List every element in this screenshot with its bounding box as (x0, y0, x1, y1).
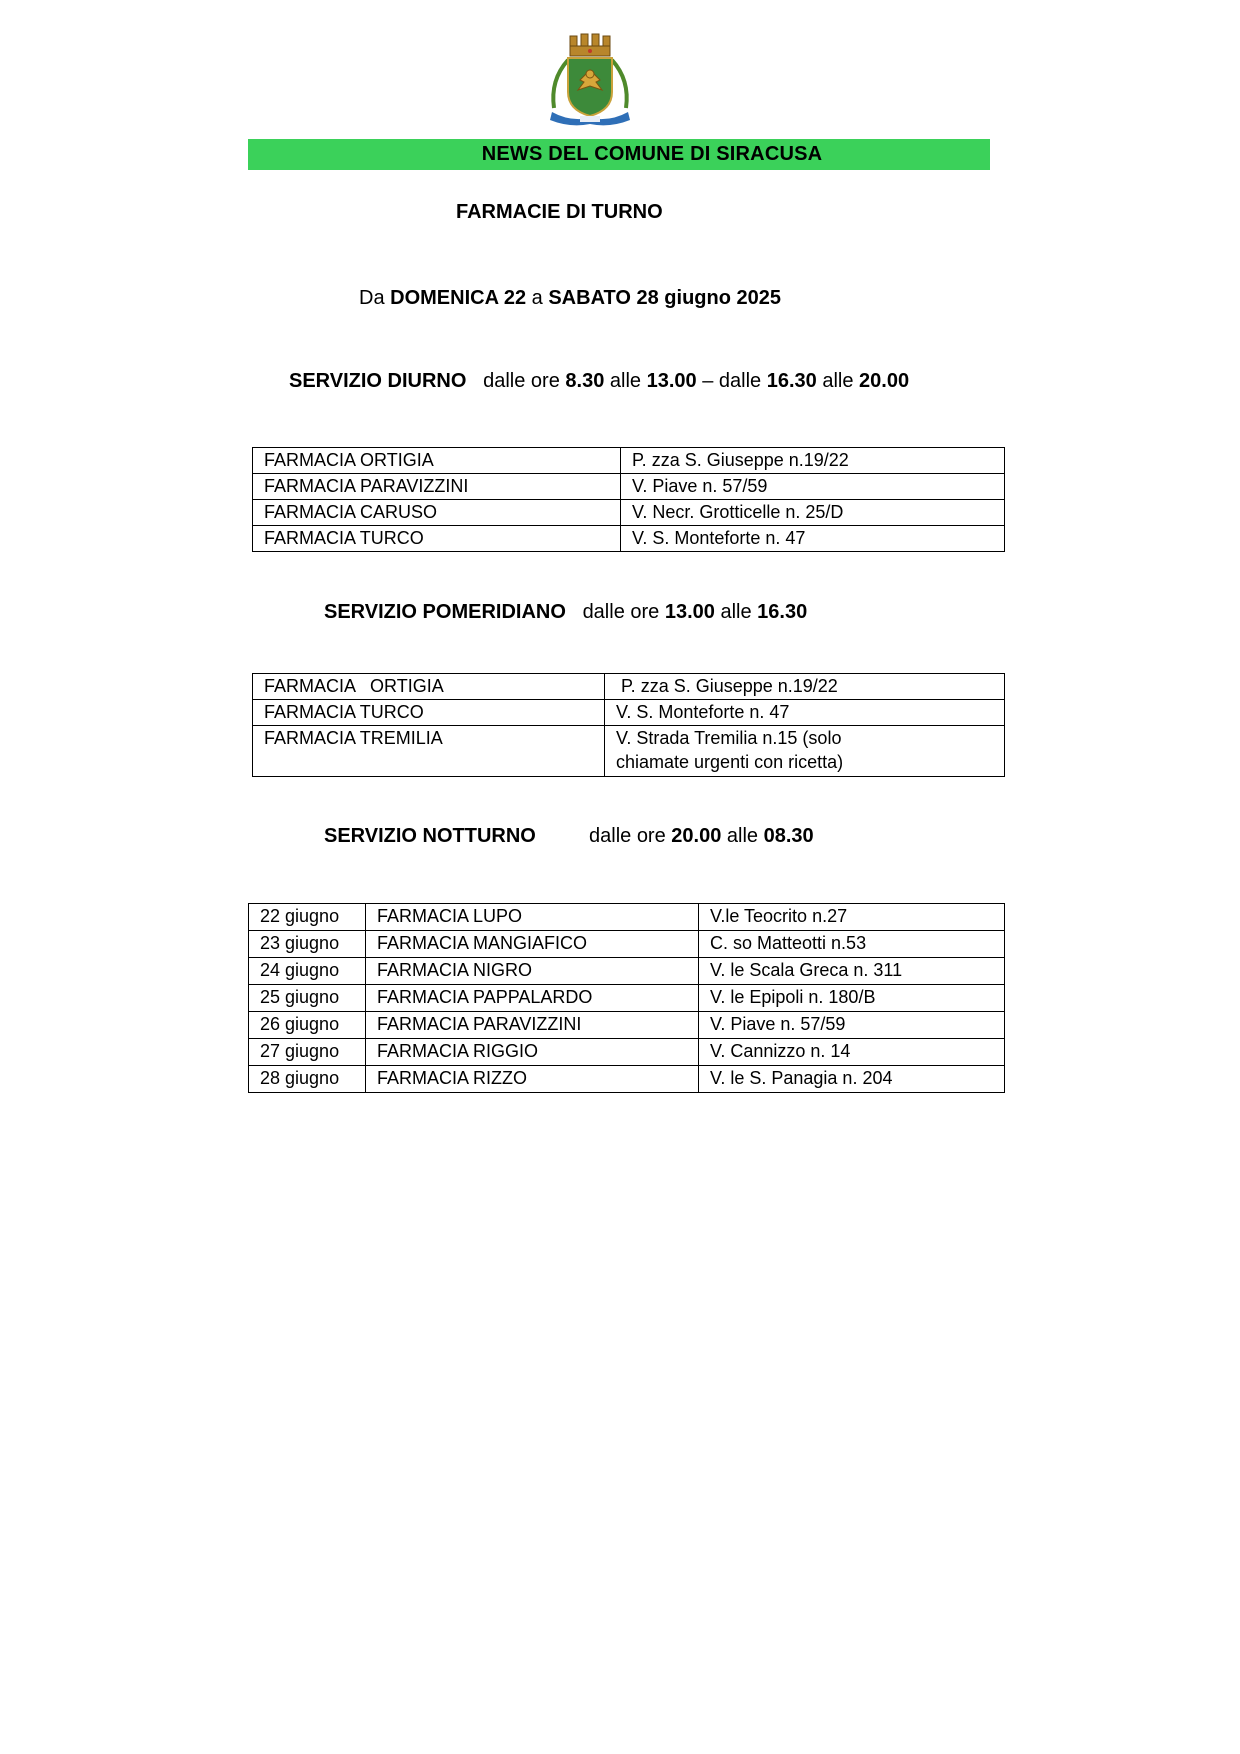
pharmacy-name: FARMACIA ORTIGIA (253, 448, 621, 474)
page-title: FARMACIE DI TURNO (456, 201, 663, 223)
diurno-text: alle (609, 370, 642, 392)
table-row (253, 674, 1005, 700)
news-banner (248, 139, 990, 170)
pharmacy-address: P. zza S. Giuseppe n.19/22 (621, 448, 1005, 474)
pharmacy-address: P. zza S. Giuseppe n.19/22 (605, 674, 1005, 700)
table-row (249, 985, 1005, 1012)
table-row (249, 958, 1005, 985)
diurno-heading (289, 369, 909, 393)
service-date: 24 giugno (249, 958, 366, 985)
table-row (249, 1066, 1005, 1093)
notturno-text: dalle ore (589, 825, 666, 847)
diurno-text: dalle ore (483, 370, 560, 392)
pharmacy-name: FARMACIA LUPO (366, 904, 699, 931)
pomeridiano-text: dalle ore (582, 601, 660, 623)
table-row (249, 904, 1005, 931)
pharmacy-name: FARMACIA TURCO (253, 700, 605, 726)
period-prefix: Da (359, 287, 385, 309)
pharmacy-address: V.le Teocrito n.27 (699, 904, 1005, 931)
pharmacy-name: FARMACIA ORTIGIA (253, 674, 605, 700)
diurno-hour: 20.00 (859, 370, 910, 392)
pharmacy-name: FARMACIA NIGRO (366, 958, 699, 985)
pomeridiano-heading (324, 600, 807, 624)
notturno-hour: 08.30 (763, 825, 814, 847)
diurno-label: SERVIZIO DIURNO (289, 370, 467, 392)
pharmacy-name: FARMACIA RIGGIO (366, 1039, 699, 1066)
service-date: 22 giugno (249, 904, 366, 931)
pharmacy-name: FARMACIA RIZZO (366, 1066, 699, 1093)
pharmacy-address: V. S. Monteforte n. 47 (621, 526, 1005, 552)
pharmacy-address: V. le Scala Greca n. 311 (699, 958, 1005, 985)
diurno-hour: 8.30 (565, 370, 605, 392)
notturno-table (248, 903, 1005, 1093)
coat-of-arms-icon (540, 30, 640, 126)
service-date: 27 giugno (249, 1039, 366, 1066)
period-line (359, 286, 781, 310)
pharmacy-address: V. S. Monteforte n. 47 (605, 700, 1005, 726)
diurno-text: – dalle (702, 370, 762, 392)
pharmacy-name: FARMACIA CARUSO (253, 500, 621, 526)
pharmacy-address: V. Strada Tremilia n.15 (solo chiamate urgenti con ricetta) (605, 726, 1005, 777)
pharmacy-address: V. Necr. Grotticelle n. 25/D (621, 500, 1005, 526)
service-date: 28 giugno (249, 1066, 366, 1093)
table-row (253, 526, 1005, 552)
period-start: DOMENICA 22 (390, 287, 527, 309)
notturno-hour: 20.00 (671, 825, 722, 847)
table-row (253, 726, 1005, 777)
pharmacy-name: FARMACIA PAPPALARDO (366, 985, 699, 1012)
diurno-hour: 16.30 (766, 370, 817, 392)
pharmacy-address: C. so Matteotti n.53 (699, 931, 1005, 958)
pharmacy-address: V. le Epipoli n. 180/B (699, 985, 1005, 1012)
pharmacy-address: V. Cannizzo n. 14 (699, 1039, 1005, 1066)
service-date: 25 giugno (249, 985, 366, 1012)
period-mid: a (531, 287, 543, 309)
notturno-heading (324, 824, 814, 848)
diurno-hour: 13.00 (646, 370, 697, 392)
pharmacy-name: FARMACIA TURCO (253, 526, 621, 552)
banner-title: NEWS DEL COMUNE DI SIRACUSA (481, 143, 823, 165)
service-date: 26 giugno (249, 1012, 366, 1039)
diurno-table (252, 447, 1005, 552)
table-row (249, 931, 1005, 958)
service-date: 23 giugno (249, 931, 366, 958)
pharmacy-address: V. Piave n. 57/59 (699, 1012, 1005, 1039)
pomeridiano-table (252, 673, 1005, 777)
table-row (249, 1012, 1005, 1039)
notturno-text: alle (726, 825, 759, 847)
table-row (253, 500, 1005, 526)
notturno-label: SERVIZIO NOTTURNO (324, 825, 536, 847)
table-row (253, 474, 1005, 500)
pharmacy-name: FARMACIA TREMILIA (253, 726, 605, 777)
table-row (249, 1039, 1005, 1066)
pharmacy-address: V. le S. Panagia n. 204 (699, 1066, 1005, 1093)
pomeridiano-hour: 13.00 (664, 601, 715, 623)
pomeridiano-text: alle (720, 601, 752, 623)
pomeridiano-label: SERVIZIO POMERIDIANO (324, 601, 566, 623)
table-row (253, 448, 1005, 474)
pharmacy-name: FARMACIA PARAVIZZINI (253, 474, 621, 500)
period-end: SABATO 28 giugno 2025 (548, 287, 781, 309)
pharmacy-name: FARMACIA PARAVIZZINI (366, 1012, 699, 1039)
diurno-text: alle (822, 370, 854, 392)
pomeridiano-hour: 16.30 (757, 601, 808, 623)
table-row (253, 700, 1005, 726)
pharmacy-name: FARMACIA MANGIAFICO (366, 931, 699, 958)
pharmacy-address: V. Piave n. 57/59 (621, 474, 1005, 500)
